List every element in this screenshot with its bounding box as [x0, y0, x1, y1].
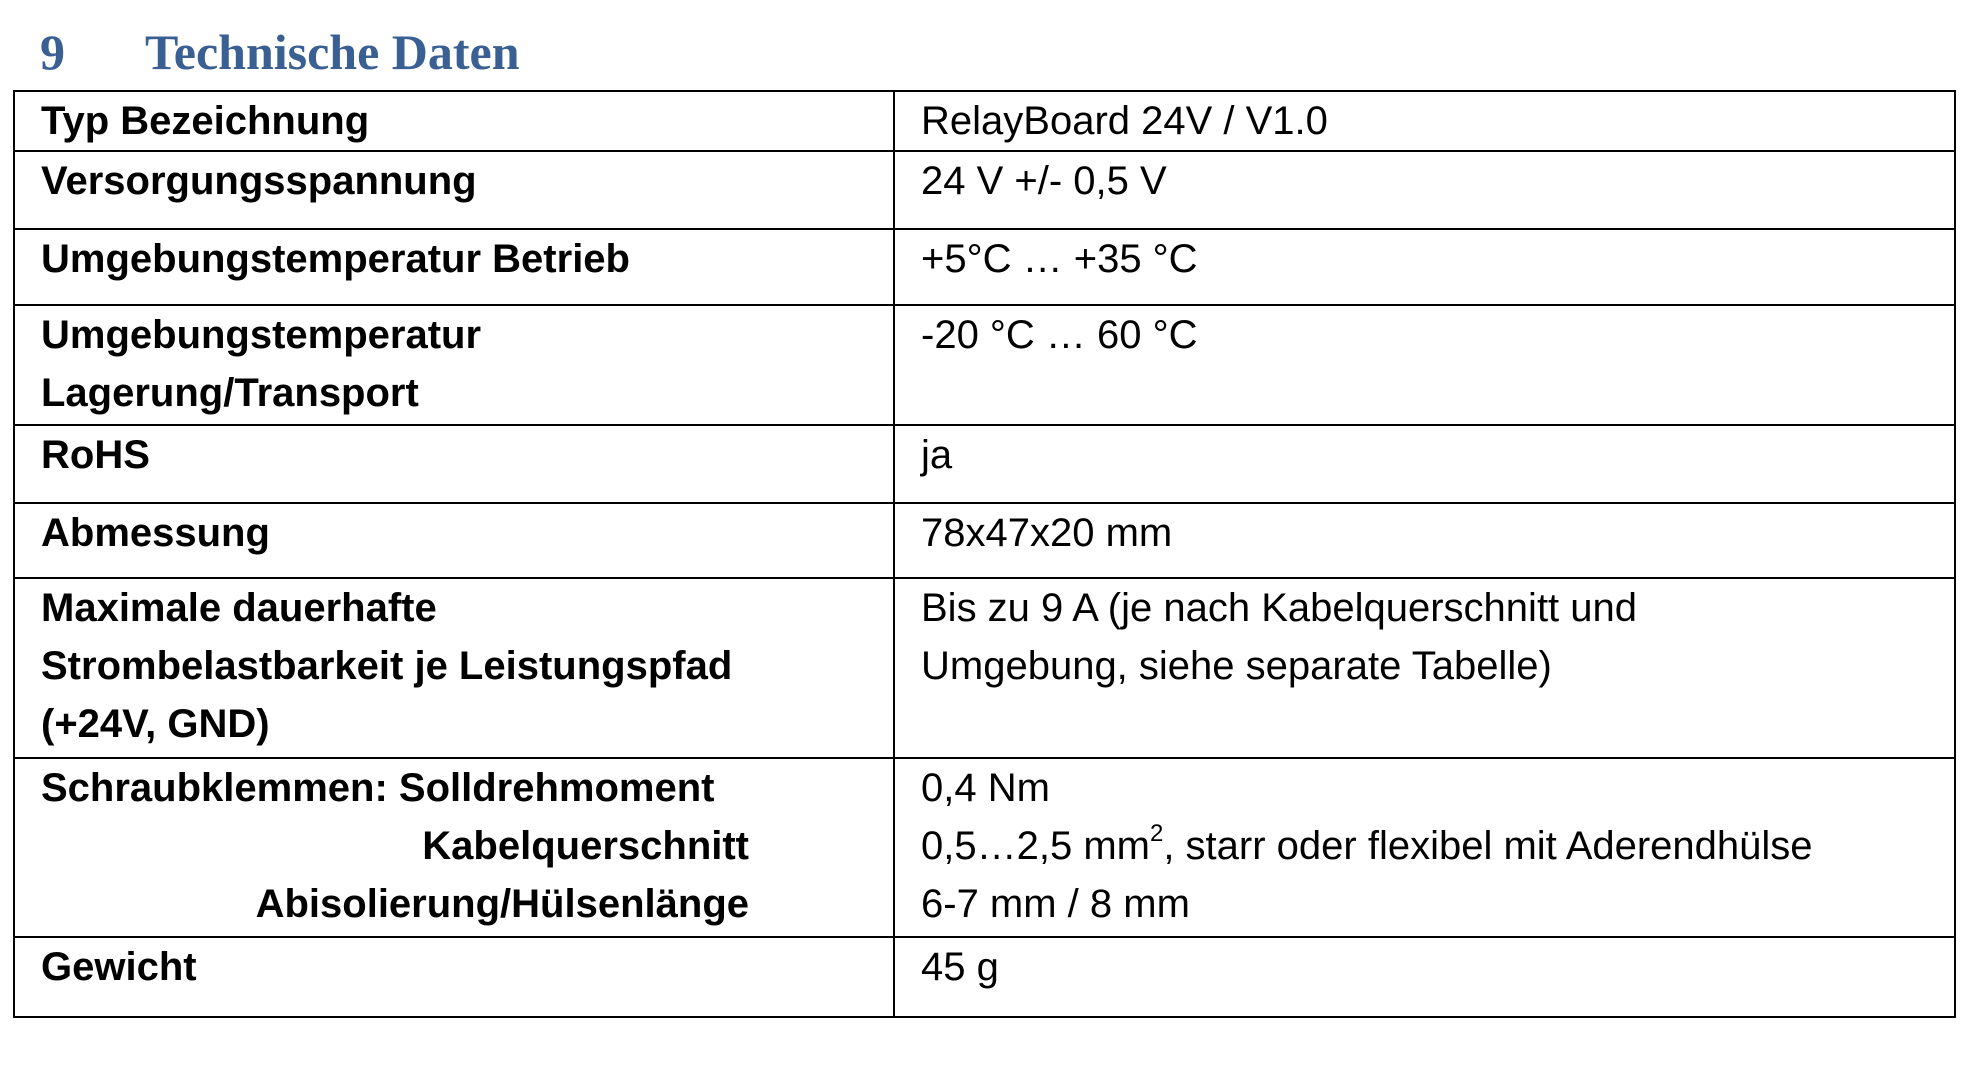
technical-data-table — [13, 90, 1956, 1018]
label-line: Kabelquerschnitt — [422, 824, 749, 868]
value-line — [921, 817, 1930, 875]
row-value — [894, 578, 1955, 758]
row-label — [14, 503, 894, 578]
row-value — [894, 305, 1955, 425]
label-line: Strombelastbarkeit je Leistungspfad — [41, 644, 733, 688]
row-value — [894, 758, 1955, 937]
row-label — [14, 305, 894, 425]
table-row-screw-terminals — [14, 758, 1955, 937]
table-row-type — [14, 91, 1955, 151]
section-title: Technische Daten — [145, 24, 520, 80]
table-row-storage-temperature — [14, 305, 1955, 425]
label-line: Abisolierung/Hülsenlänge — [255, 882, 749, 926]
table-row-dimensions — [14, 503, 1955, 578]
label-line: Typ Bezeichnung — [41, 99, 370, 143]
row-value — [894, 151, 1955, 229]
label-line: RoHS — [41, 433, 150, 477]
label-line: Umgebungstemperatur — [41, 313, 482, 357]
value-line: 24 V +/- 0,5 V — [921, 159, 1167, 203]
section-number: 9 — [40, 24, 65, 80]
label-line: Versorgungsspannung — [41, 159, 477, 203]
section-heading — [40, 16, 520, 88]
value-line: +5°C … +35 °C — [921, 237, 1198, 281]
value-line: 78x47x20 mm — [921, 511, 1173, 555]
label-line: Umgebungstemperatur Betrieb — [41, 237, 630, 281]
row-value — [894, 229, 1955, 305]
row-value — [894, 91, 1955, 151]
label-line: Maximale dauerhafte — [41, 586, 437, 630]
row-label — [14, 229, 894, 305]
row-label — [14, 758, 894, 937]
row-value — [894, 425, 1955, 503]
label-line: Abmessung — [41, 511, 270, 555]
row-label — [14, 578, 894, 758]
table-row-rohs — [14, 425, 1955, 503]
superscript-exponent: 2 — [1149, 820, 1164, 847]
label-line: Schraubklemmen: Solldrehmoment — [41, 766, 715, 810]
table-row-weight — [14, 937, 1955, 1017]
row-value — [894, 503, 1955, 578]
table-row-current-capacity — [14, 578, 1955, 758]
row-label — [14, 425, 894, 503]
value-line: Bis zu 9 A (je nach Kabelquerschnitt und — [921, 586, 1638, 630]
value-line: -20 °C … 60 °C — [921, 313, 1198, 357]
label-line: Gewicht — [41, 945, 197, 989]
label-line: Lagerung/Transport — [41, 371, 419, 415]
row-label — [14, 91, 894, 151]
table-row-operating-temperature — [14, 229, 1955, 305]
value-line: Umgebung, siehe separate Tabelle) — [921, 644, 1552, 688]
value-line: ja — [921, 433, 953, 477]
row-value — [894, 937, 1955, 1017]
value-line: 45 g — [921, 945, 999, 989]
value-line: 0,4 Nm — [921, 766, 1050, 810]
row-label — [14, 151, 894, 229]
value-line: RelayBoard 24V / V1.0 — [921, 99, 1328, 143]
table-row-supply-voltage — [14, 151, 1955, 229]
row-label — [14, 937, 894, 1017]
cable-cross-section-value: 0,5…2,5 mm — [921, 824, 1150, 868]
value-line: 6-7 mm / 8 mm — [921, 882, 1190, 926]
cable-cross-section-suffix: , starr oder flexibel mit Aderendhülse — [1163, 824, 1813, 868]
label-line: (+24V, GND) — [41, 702, 270, 746]
